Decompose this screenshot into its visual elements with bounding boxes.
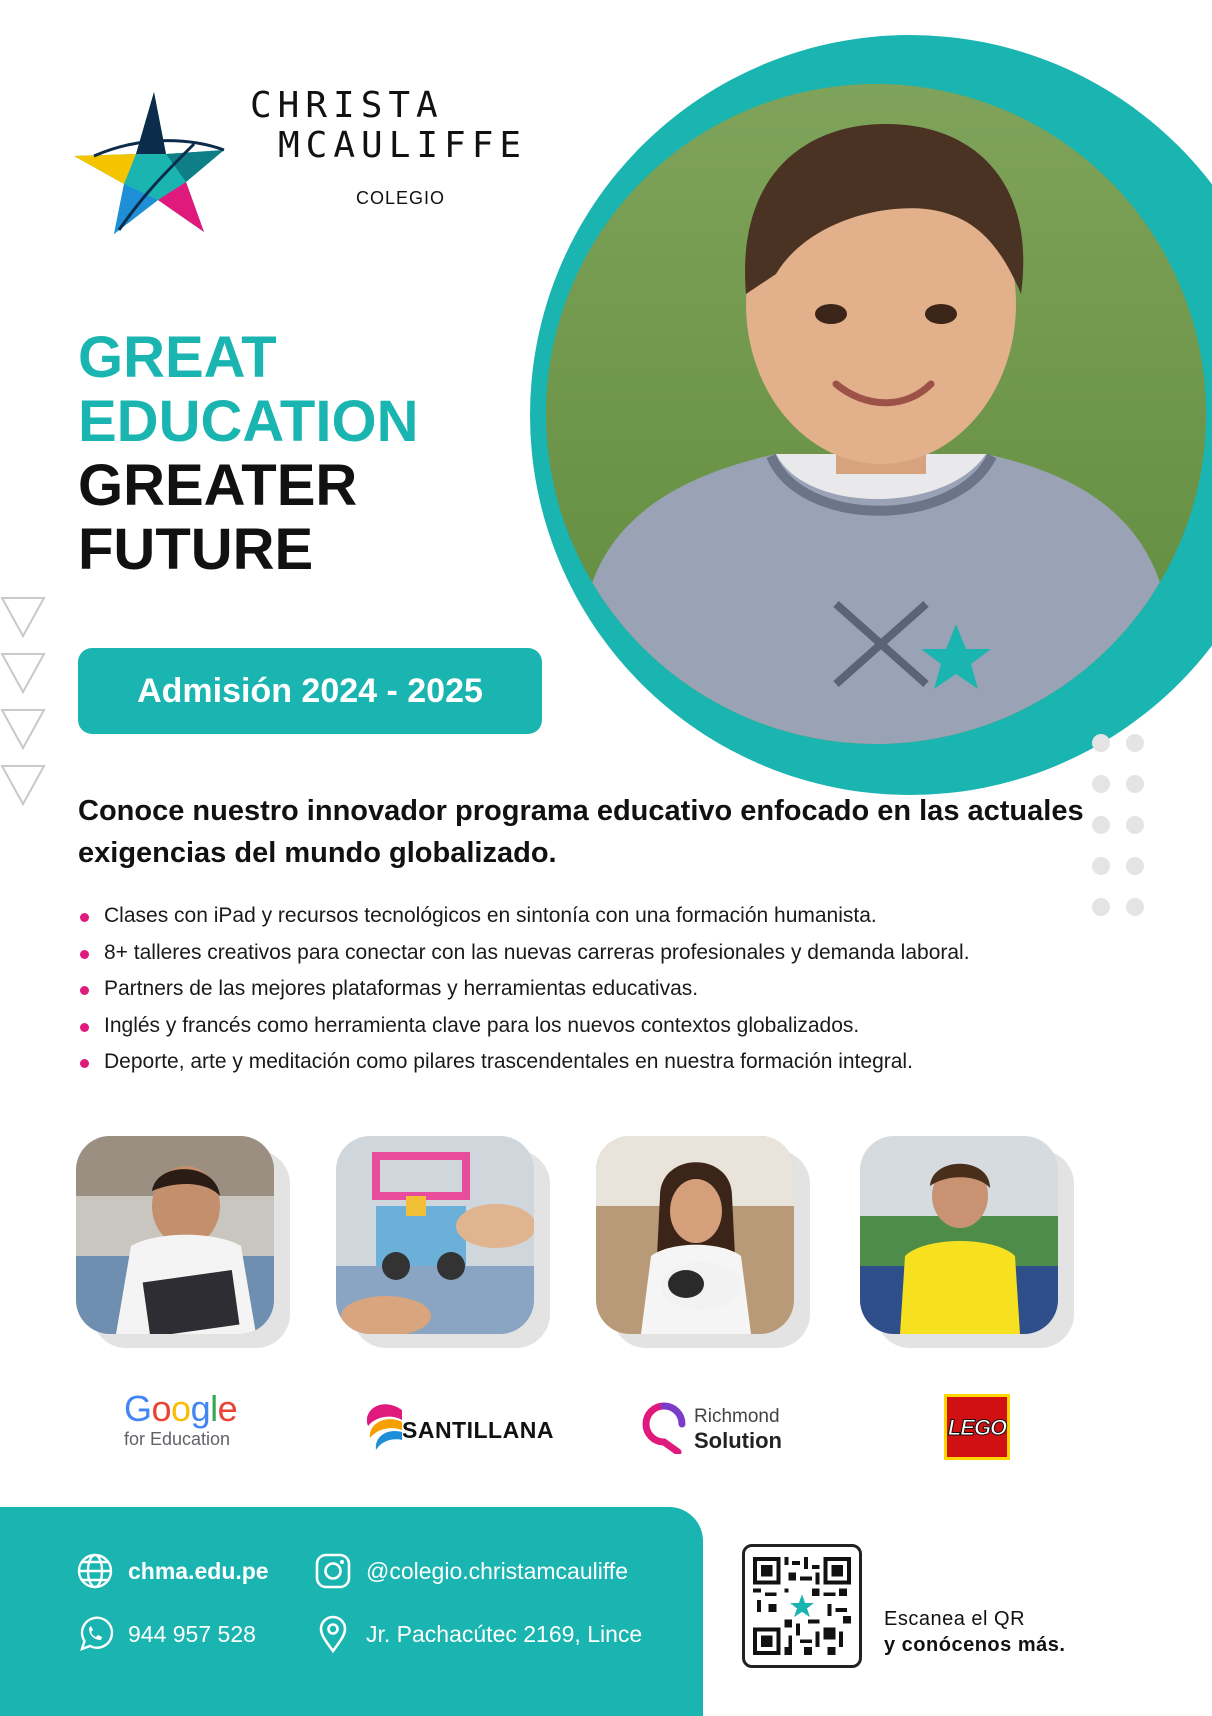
globe-icon — [76, 1552, 114, 1590]
boy-illustration — [546, 84, 1206, 744]
partner-lego — [944, 1394, 1010, 1460]
dots-decoration-icon — [1092, 734, 1144, 918]
website-text: chma.edu.pe — [128, 1557, 269, 1584]
lego-wordmark: LEGO — [947, 1415, 1007, 1440]
feature-item: Deporte, arte y meditación como pilares trascendentales en nuestra formación integral. — [78, 1044, 1138, 1081]
google-letter: o — [171, 1388, 191, 1429]
qr-caption-line2: y conócenos más. — [884, 1634, 1066, 1656]
phone-link[interactable] — [76, 1614, 256, 1654]
school-logo — [74, 84, 528, 244]
robotics-photo — [336, 1136, 534, 1334]
instagram-icon — [314, 1552, 352, 1590]
feature-item: Clases con iPad y recursos tecnológicos en sintonía con una formación humanista. — [78, 898, 1138, 935]
website-link[interactable] — [76, 1551, 269, 1591]
qr-caption-line1: Escanea el QR — [884, 1608, 1026, 1630]
instagram-link[interactable] — [314, 1551, 628, 1591]
feature-item: Inglés y francés como herramienta clave para los nuevos contextos globalizados. — [78, 1008, 1138, 1045]
intro-text: Conoce nuestro innovador programa educativo enfocado en las actuales exigencias del mundo globalizado. — [78, 795, 1084, 869]
feature-item: 8+ talleres creativos para conectar con las nuevas carreras profesionales y demanda laboral. — [78, 935, 1138, 972]
headline — [78, 326, 418, 582]
ipad-class-photo — [76, 1136, 274, 1334]
school-name-line2: MCAULIFFE — [278, 125, 528, 166]
qr-code-icon — [753, 1555, 851, 1657]
santillana-swirl-icon — [362, 1396, 406, 1452]
photo-tile-ipad-class — [76, 1136, 290, 1350]
qr-code[interactable] — [742, 1544, 862, 1668]
feature-list — [78, 898, 1138, 1081]
headline-line3: GREATER — [78, 453, 358, 518]
richmond-r-icon — [642, 1402, 686, 1454]
headline-line1: GREAT — [78, 325, 277, 390]
google-subtitle: for Education — [124, 1429, 231, 1449]
hero-photo-boy — [546, 84, 1206, 744]
headline-line2: EDUCATION — [78, 389, 419, 454]
phone-text: 944 957 528 — [128, 1620, 256, 1647]
photo-tile-soccer — [860, 1136, 1074, 1350]
partner-richmond-solution — [642, 1390, 812, 1460]
school-name-line1: CHRISTA — [250, 85, 444, 126]
location-pin-icon — [314, 1615, 352, 1653]
contact-footer — [0, 1507, 703, 1716]
photo-tile-rabbit — [596, 1136, 810, 1350]
google-letter: l — [210, 1388, 218, 1429]
rabbit-farm-photo — [596, 1136, 794, 1334]
feature-item: Partners de las mejores plataformas y herramientas educativas. — [78, 971, 1138, 1008]
star-logo-icon — [74, 84, 244, 244]
instagram-text: @colegio.christamcauliffe — [366, 1557, 628, 1584]
partner-google-for-education — [124, 1390, 264, 1460]
google-letter: o — [151, 1388, 172, 1429]
headline-line4: FUTURE — [78, 517, 314, 582]
soccer-field-photo — [860, 1136, 1058, 1334]
photo-tile-robotics — [336, 1136, 550, 1350]
google-letter: G — [124, 1388, 152, 1429]
triangle-decoration-icon — [0, 596, 50, 816]
google-wordmark — [124, 1390, 264, 1428]
whatsapp-icon — [76, 1615, 114, 1653]
school-subtitle: COLEGIO — [356, 188, 446, 208]
richmond-line1: Richmond — [694, 1406, 780, 1427]
google-letter: e — [217, 1388, 238, 1429]
google-letter: g — [190, 1388, 211, 1429]
address-link[interactable] — [314, 1614, 642, 1654]
partner-santillana — [362, 1390, 562, 1460]
admission-badge: Admisión 2024 - 2025 — [78, 648, 542, 734]
address-text: Jr. Pachacútec 2169, Lince — [366, 1620, 643, 1647]
richmond-line2: Solution — [694, 1428, 782, 1453]
school-name — [250, 86, 527, 166]
santillana-wordmark: SANTILLANA — [402, 1417, 554, 1443]
